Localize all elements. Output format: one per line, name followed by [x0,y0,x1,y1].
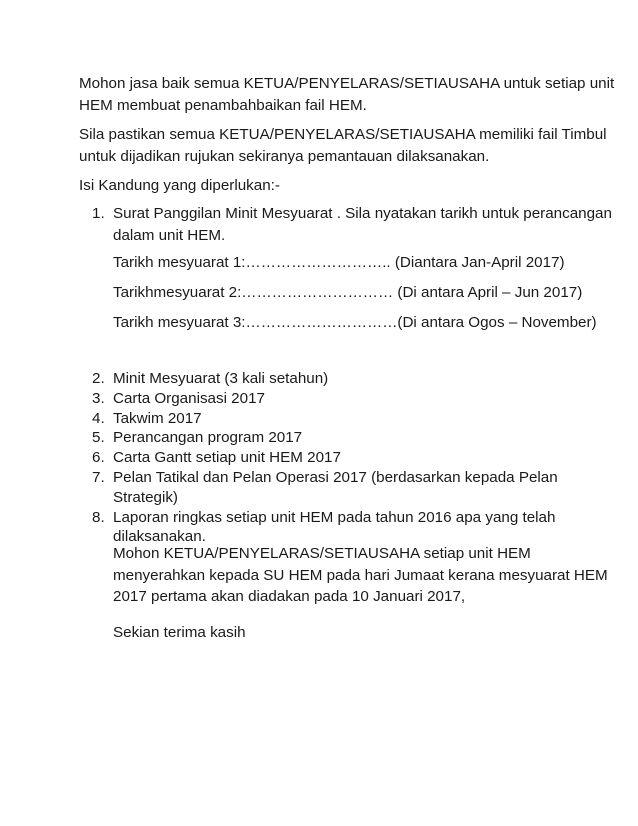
list-item-number: 8. [92,508,105,526]
list-item-text: Surat Panggilan Minit Mesyuarat . Sila nyatakan tarikh untuk perancangan dalam unit HEM. [113,205,612,244]
list-item [79,448,624,468]
list-item [79,369,624,389]
list-item [79,389,624,409]
list-item-text: Minit Mesyuarat (3 kali setahun) [113,370,329,387]
intro-paragraph: Mohon jasa baik semua KETUA/PENYELARAS/SETIAUSAHA untuk setiap unit HEM membuat penambahbaikan fail HEM. [79,75,615,114]
list-item-text: Carta Gantt setiap unit HEM 2017 [113,449,341,467]
contents-heading: Isi Kandung yang diperlukan:- [79,177,280,194]
contents-list-first [79,203,624,246]
list-item-text: Pelan Tatikal dan Pelan Operasi 2017 (berdasarkan kepada Pelan Strategik) [113,468,558,506]
list-item-text: Laporan ringkas setiap unit HEM pada tahun 2016 apa yang telah dilaksanakan. [113,508,556,546]
meeting-date-3: Tarikh mesyuarat 3:…………………………(Di antara Ogos – November) [113,314,597,331]
list-item-number: 5. [92,429,105,447]
list-item-text: Carta Organisasi 2017 [113,389,265,407]
list-item-text: Perancangan program 2017 [113,429,303,447]
meeting-date-1: Tarikh mesyuarat 1:……………………….. (Diantara Jan-April 2017) [113,254,565,271]
instruction-paragraph: Sila pastikan semua KETUA/PENYELARAS/SETIAUSAHA memiliki fail Timbul untuk dijadikan rujukan sekiranya pemantauan dilaksanakan. [79,126,607,165]
list-item-text: Takwim 2017 [113,409,202,427]
meeting-date-2: Tarikhmesyuarat 2:………………………… (Di antara April – Jun 2017) [113,284,583,301]
closing-thanks: Sekian terima kasih [113,624,246,641]
list-item [79,508,624,548]
list-item [79,409,624,429]
list-item-number: 3. [92,389,105,407]
list-item [79,468,624,508]
list-item-number: 7. [92,468,105,486]
list-item-number: 4. [92,409,105,427]
list-item [79,428,624,448]
list-item-number: 1. [92,205,105,222]
closing-request-paragraph: Mohon KETUA/PENYELARAS/SETIAUSAHA setiap unit HEM menyerahkan kepada SU HEM pada hari Jumaat kerana mesyuarat HEM 2017 pertama akan diadakan pada 10 Januari 2017, [113,545,608,605]
list-item-number: 6. [92,449,105,467]
contents-list-rest [79,369,624,547]
list-item [79,203,624,246]
list-item-number: 2. [92,370,105,387]
